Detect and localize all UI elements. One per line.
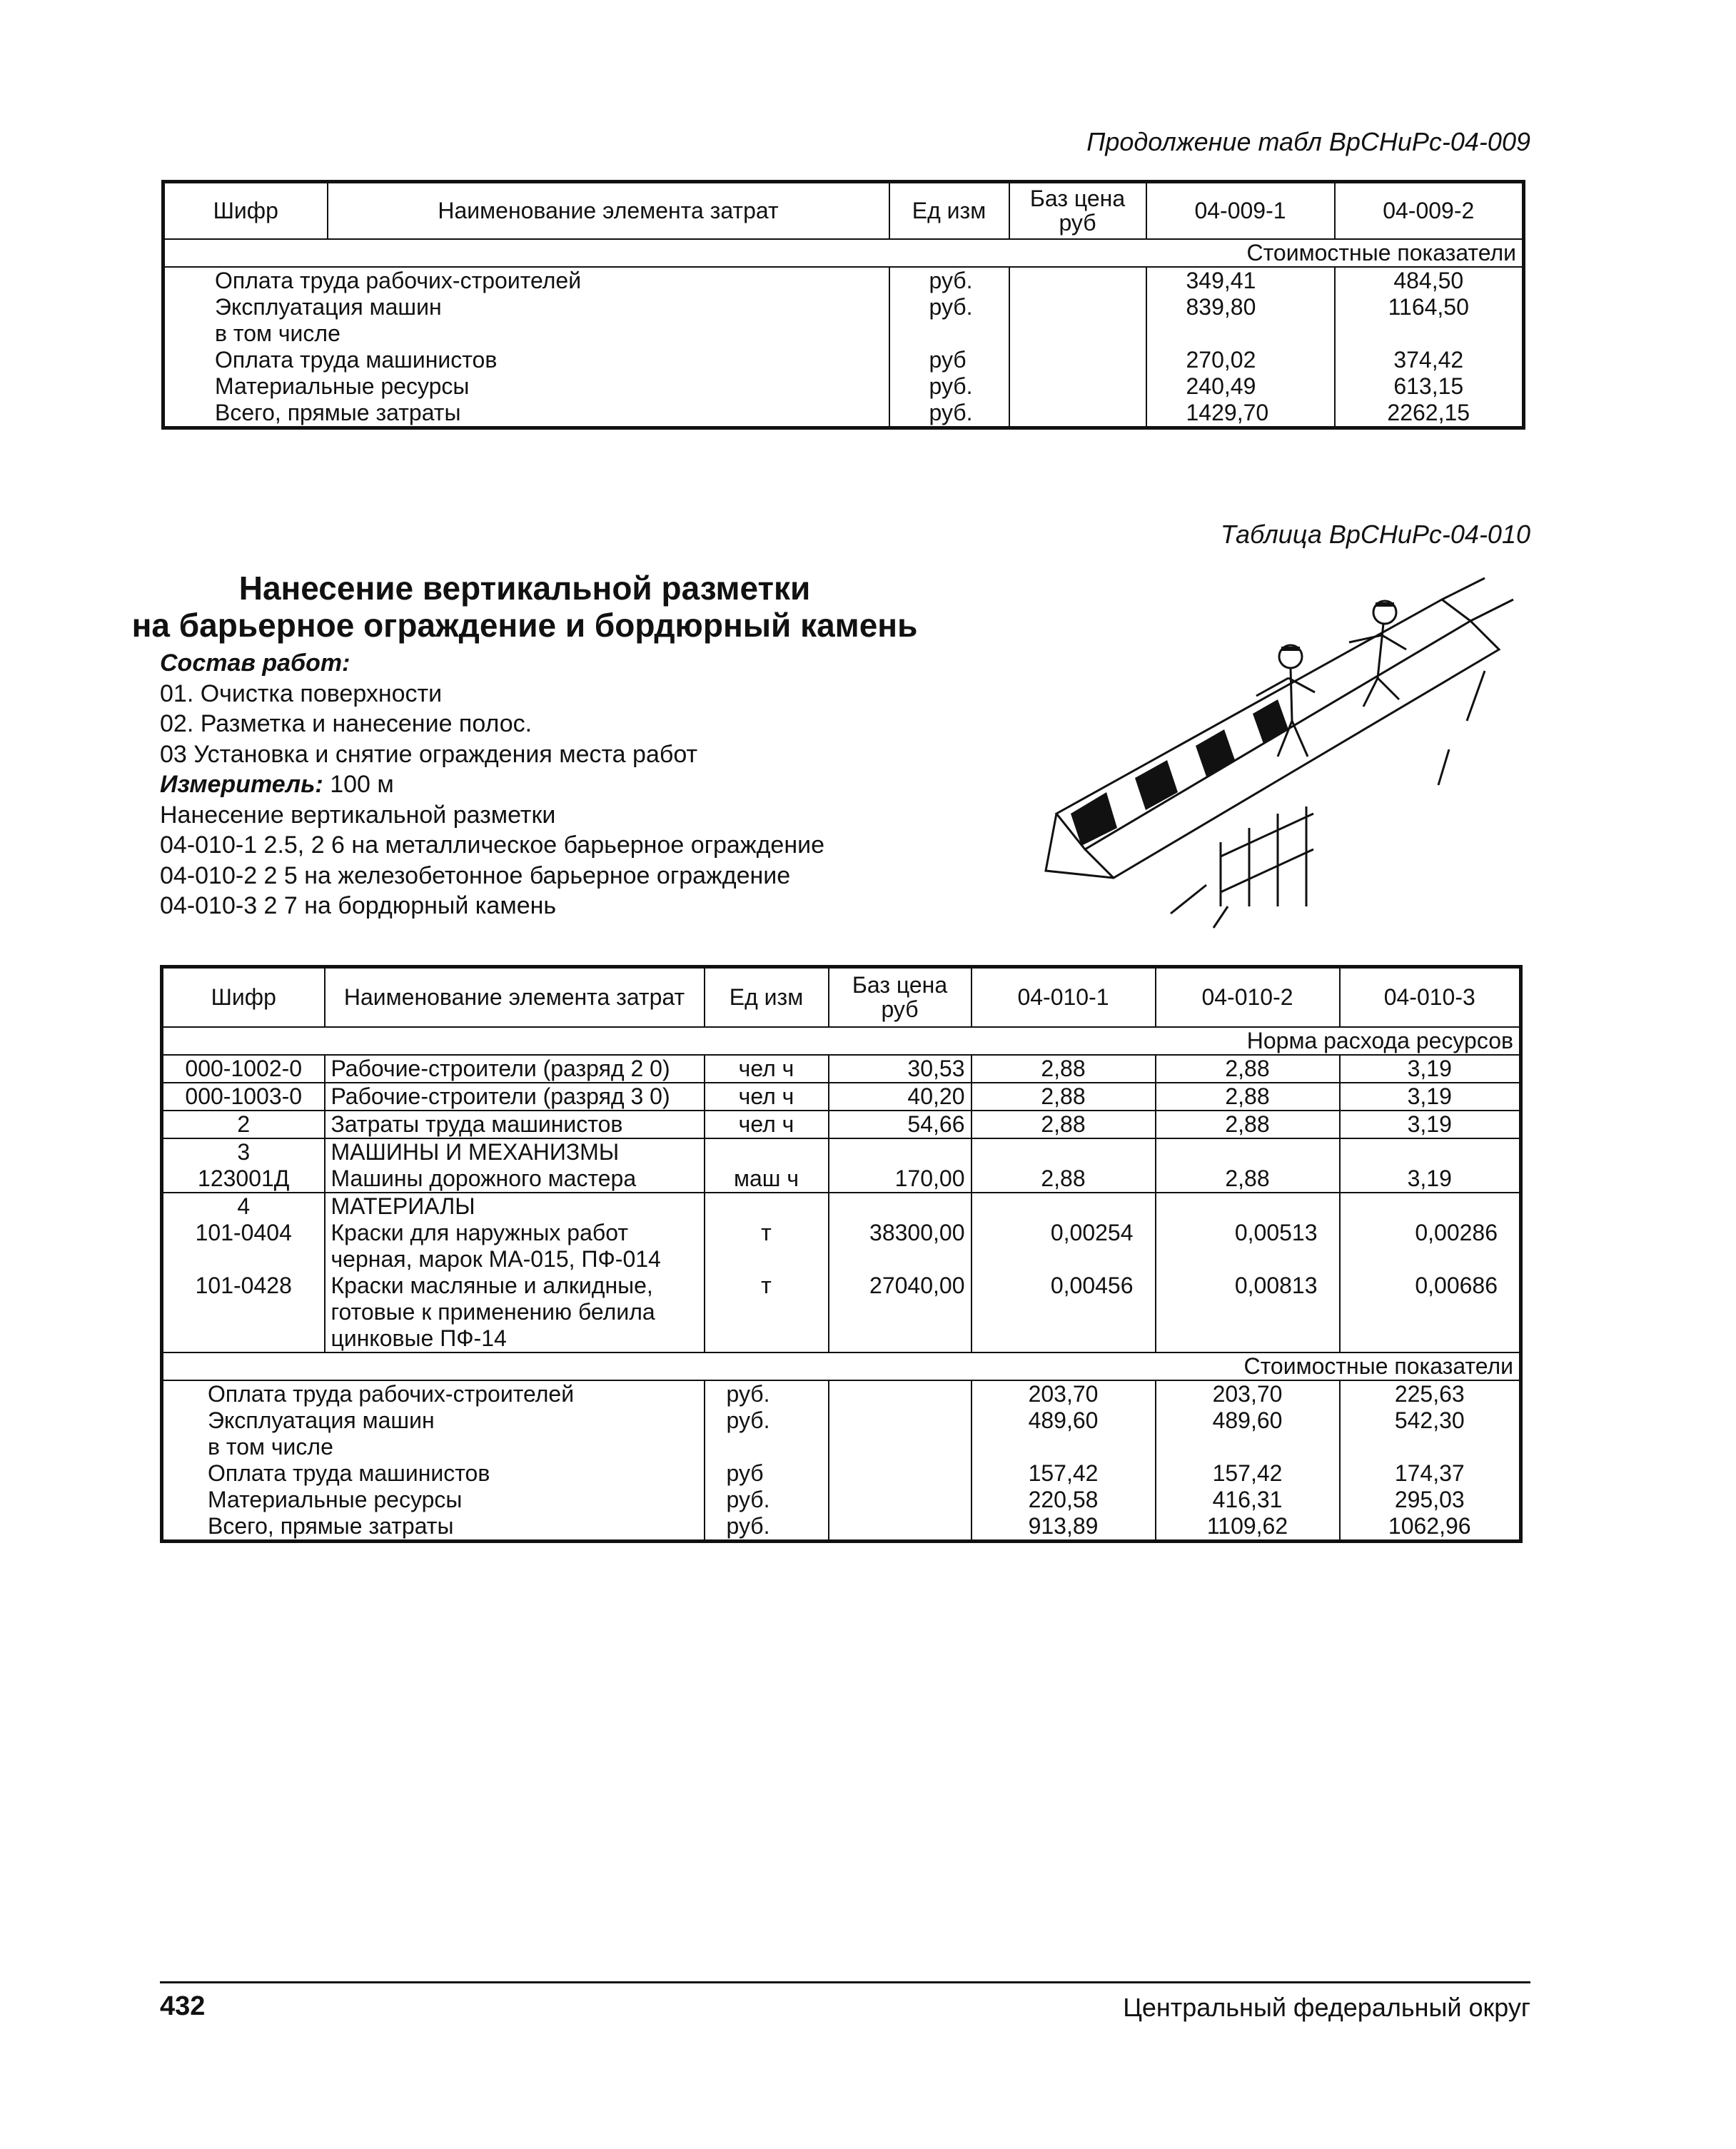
meter-label: Измеритель: bbox=[160, 771, 323, 798]
continuation-caption: Продолжение табл ВрСНиРс-04-009 bbox=[1086, 127, 1530, 156]
table-row: Оплата труда рабочих-строителей руб. 349,41 484,50 bbox=[163, 267, 1524, 294]
code-line: 04-010-1 2.5, 2 6 на металлическое барьерное ограждение bbox=[160, 831, 824, 859]
table-row: 2 Затраты труда машинистов чел ч 54,66 2,88 2,88 3,19 bbox=[162, 1111, 1521, 1138]
work-item: 01. Очистка поверхности bbox=[160, 679, 443, 707]
section-label: Норма расхода ресурсов bbox=[162, 1027, 1521, 1055]
table-row: Материальные ресурсы руб. 240,49 613,15 bbox=[163, 373, 1524, 400]
col-header: 04-009-2 bbox=[1335, 182, 1524, 239]
page-number: 432 bbox=[160, 1991, 206, 2021]
table-row: в том числе bbox=[163, 320, 1524, 347]
section-label: Стоимостные показатели bbox=[163, 239, 1524, 267]
table-row: Эксплуатация машин руб. 489,60 489,60 542,30 bbox=[162, 1407, 1521, 1434]
meter-value: 100 м bbox=[330, 771, 394, 798]
code-line: 04-010-2 2 5 на железобетонное барьерное ограждение bbox=[160, 861, 791, 889]
footer-divider bbox=[160, 1981, 1530, 1983]
work-item: 02. Разметка и нанесение полос. bbox=[160, 710, 533, 737]
table-row: 101-0404 Краски для наружных работ черная, марок МА-015, ПФ-014 т 38300,00 0,00254 0,00513 0,00286 bbox=[162, 1220, 1521, 1273]
table-row: 123001Д Машины дорожного мастера маш ч 170,00 2,88 2,88 3,19 bbox=[162, 1165, 1521, 1193]
col-header: 04-010-1 bbox=[972, 967, 1156, 1027]
subtitle: Нанесение вертикальной разметки bbox=[160, 801, 556, 829]
composition-label: Состав работ: bbox=[160, 649, 350, 677]
table-caption: Таблица ВрСНиРс-04-010 bbox=[1220, 520, 1530, 549]
table-row: Всего, прямые затраты руб. 913,89 1109,62 1062,96 bbox=[162, 1513, 1521, 1542]
table-row: Оплата труда машинистов руб 157,42 157,42 174,37 bbox=[162, 1460, 1521, 1487]
page-title: Нанесение вертикальной разметки на барьерное ограждение и бордюрный камень bbox=[131, 570, 918, 644]
section-label: Стоимостные показатели bbox=[162, 1352, 1521, 1380]
table-row: в том числе bbox=[162, 1434, 1521, 1460]
workers-illustration bbox=[1042, 571, 1535, 942]
col-header: Шифр bbox=[162, 967, 325, 1027]
table-row: 000-1002-0 Рабочие-строители (разряд 2 0) чел ч 30,53 2,88 2,88 3,19 bbox=[162, 1055, 1521, 1083]
col-header: 04-010-2 bbox=[1156, 967, 1340, 1027]
table-04-010 bbox=[160, 965, 1523, 1543]
col-header: 04-009-1 bbox=[1146, 182, 1335, 239]
col-header: Наименование элемента затрат bbox=[328, 182, 889, 239]
code-line: 04-010-3 2 7 на бордюрный камень bbox=[160, 892, 557, 919]
table-row: 4 МАТЕРИАЛЫ bbox=[162, 1193, 1521, 1220]
table-row: Эксплуатация машин руб. 839,80 1164,50 bbox=[163, 294, 1524, 320]
table-row: 3 МАШИНЫ И МЕХАНИЗМЫ bbox=[162, 1138, 1521, 1165]
footer-district: Центральный федеральный округ bbox=[1123, 1993, 1530, 2022]
table-row: Материальные ресурсы руб. 220,58 416,31 295,03 bbox=[162, 1487, 1521, 1513]
table-row: Оплата труда рабочих-строителей руб. 203,70 203,70 225,63 bbox=[162, 1380, 1521, 1407]
table-row: Всего, прямые затраты руб. 1429,70 2262,15 bbox=[163, 400, 1524, 428]
table-row: Оплата труда машинистов руб 270,02 374,42 bbox=[163, 347, 1524, 373]
col-header: Баз цена руб bbox=[1009, 182, 1146, 239]
col-header: Баз цена руб bbox=[829, 967, 972, 1027]
table-row: 101-0428 Краски масляные и алкидные, готовые к применению белила цинковые ПФ-14 т 27040,00 0,00456 0,00813 0,00686 bbox=[162, 1273, 1521, 1352]
work-item: 03 Установка и снятие ограждения места работ bbox=[160, 740, 698, 768]
col-header: Ед изм bbox=[705, 967, 829, 1027]
col-header: Шифр bbox=[163, 182, 328, 239]
table-row: 000-1003-0 Рабочие-строители (разряд 3 0) чел ч 40,20 2,88 2,88 3,19 bbox=[162, 1083, 1521, 1111]
work-description bbox=[160, 648, 824, 921]
table-04-009 bbox=[161, 180, 1525, 430]
col-header: Наименование элемента затрат bbox=[325, 967, 705, 1027]
col-header: 04-010-3 bbox=[1340, 967, 1521, 1027]
col-header: Ед изм bbox=[889, 182, 1009, 239]
